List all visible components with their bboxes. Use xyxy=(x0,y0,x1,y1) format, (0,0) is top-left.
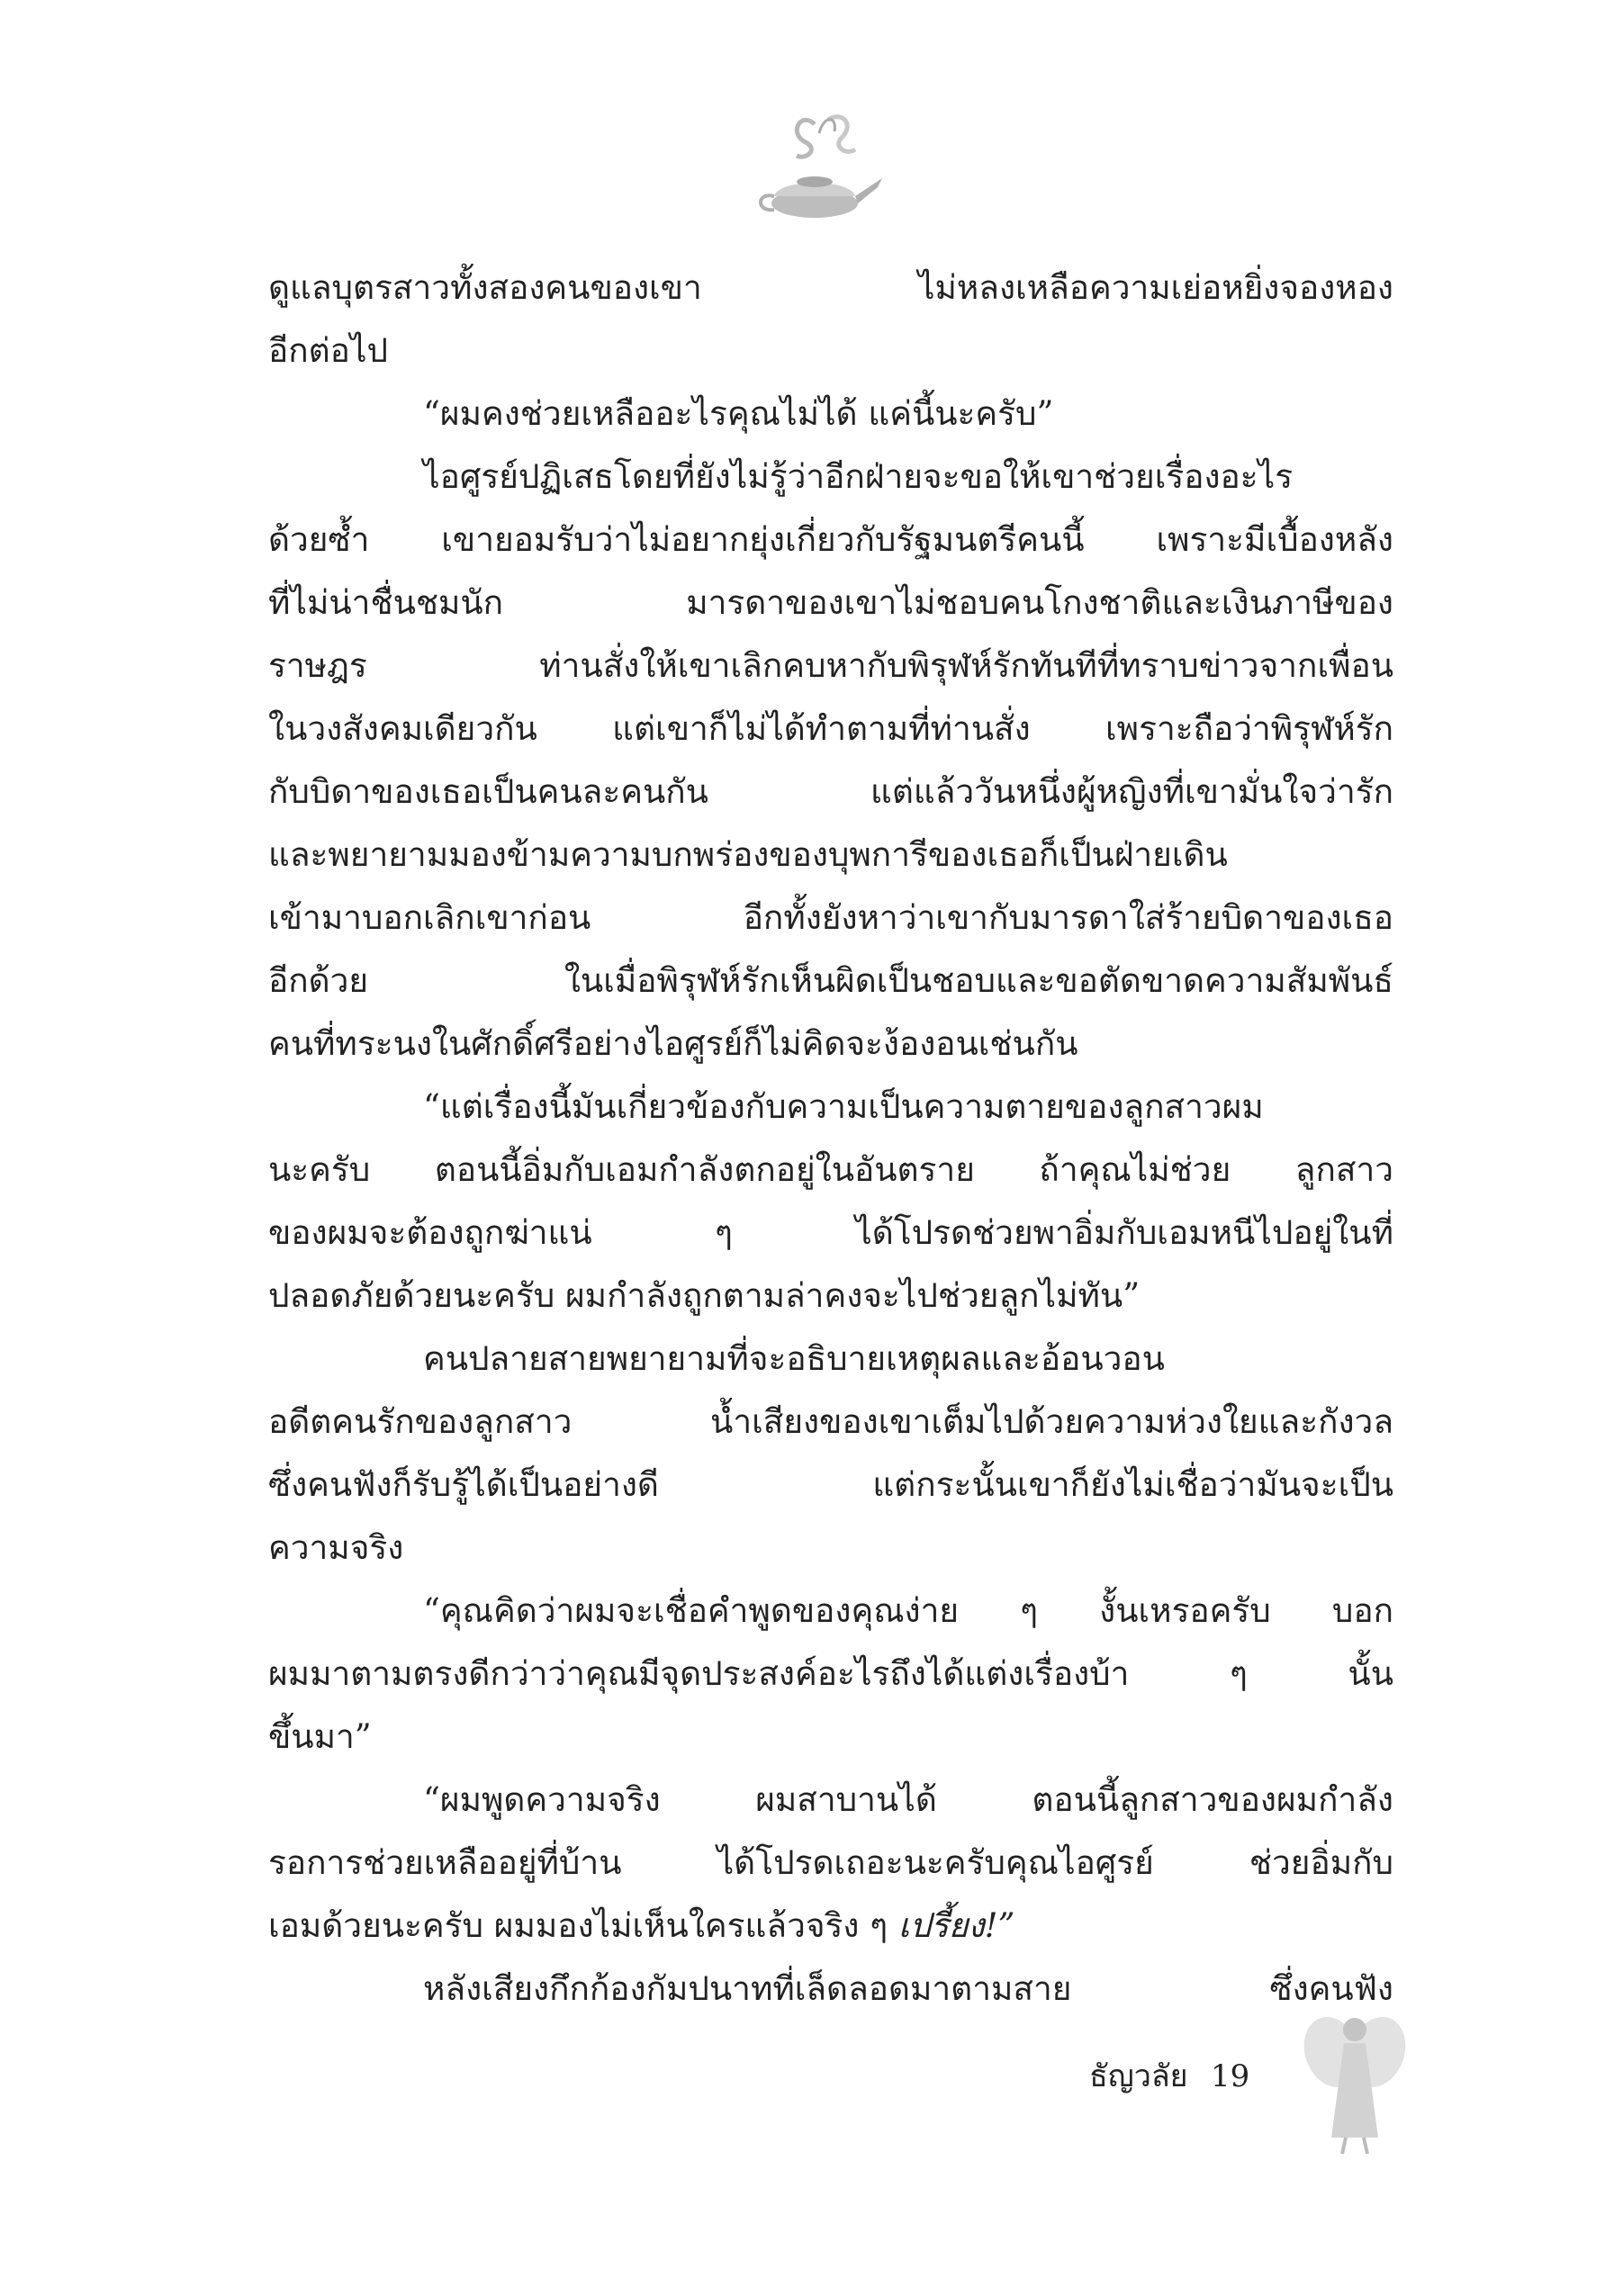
text-line: ราษฎร ท่านสั่งให้เขาเลิกคบหากับพิรุฬห์รักทันทีที่ทราบข่าวจากเพื่อน xyxy=(268,646,1393,685)
page-number: 19 xyxy=(1211,2058,1250,2094)
text-line: ซึ่งคนฟังก็รับรู้ได้เป็นอย่างดี แต่กระนั้นเขาก็ยังไม่เชื่อว่ามันจะเป็น xyxy=(268,1465,1393,1504)
text-line: ที่ไม่น่าชื่นชมนัก มารดาของเขาไม่ชอบคนโกงชาติและเงินภาษีของ xyxy=(268,583,1393,622)
text-line: อีกต่อไป xyxy=(268,331,388,370)
fairy-ornament-icon xyxy=(1301,2003,1409,2156)
text-line: “ผมพูดความจริง ผมสาบานได้ ตอนนี้ลูกสาวของผมกำลัง xyxy=(423,1780,1393,1819)
text-line: คนปลายสายพยายามที่จะอธิบายเหตุผลและอ้อนวอน xyxy=(423,1339,1165,1378)
text-line: รอการช่วยเหลืออยู่ที่บ้าน ได้โปรดเถอะนะครับคุณไอศูรย์ ช่วยอิ่มกับ xyxy=(268,1843,1393,1882)
text-line: อดีตคนรักของลูกสาว น้ำเสียงของเขาเต็มไปด้วยความห่วงใยและกังวล xyxy=(268,1402,1393,1441)
text-line: ขึ้นมา” xyxy=(268,1717,372,1756)
text-line: หลังเสียงกึกก้องกัมปนาทที่เล็ดลอดมาตามสาย ซึ่งคนฟัง xyxy=(423,1969,1393,2008)
text-line: “แต่เรื่องนี้มันเกี่ยวข้องกับความเป็นความตายของลูกสาวผม xyxy=(423,1087,1264,1126)
text-line: ไอศูรย์ปฏิเสธโดยที่ยังไม่รู้ว่าอีกฝ่ายจะขอให้เขาช่วยเรื่องอะไร xyxy=(423,457,1294,496)
text-line: ของผมจะต้องถูกฆ่าแน่ ๆ ได้โปรดช่วยพาอิ่มกับเอมหนีไปอยู่ในที่ xyxy=(268,1213,1393,1252)
text-line: “คุณคิดว่าผมจะเชื่อคำพูดของคุณง่าย ๆ งั้นเหรอครับ บอก xyxy=(423,1591,1393,1630)
text-line: ในวงสังคมเดียวกัน แต่เขาก็ไม่ได้ทำตามที่ท่านสั่ง เพราะถือว่าพิรุฬห์รัก xyxy=(268,709,1393,748)
text-line: ความจริง xyxy=(268,1528,404,1567)
text-line: ดูแลบุตรสาวทั้งสองคนของเขา ไม่หลงเหลือความเย่อหยิ่งจองหอง xyxy=(268,268,1393,307)
text-line: “ผมคงช่วยเหลืออะไรคุณไม่ได้ แค่นี้นะครับ” xyxy=(423,394,1054,433)
text-line: ผมมาตามตรงดีกว่าว่าคุณมีจุดประสงค์อะไรถึงได้แต่งเรื่องบ้า ๆ นั้น xyxy=(268,1654,1393,1693)
text-line: คนที่ทระนงในศักดิ์ศรีอย่างไอศูรย์ก็ไม่คิดจะง้องอนเช่นกัน xyxy=(268,1024,1078,1063)
text-line xyxy=(268,1895,1393,1958)
italic-exclamation: เปรี้ยง!” xyxy=(897,1906,1015,1945)
text-line: ปลอดภัยด้วยนะครับ ผมกำลังถูกตามล่าคงจะไปช่วยลูกไม่ทัน” xyxy=(268,1276,1141,1315)
text-line: ด้วยซ้ำ เขายอมรับว่าไม่อยากยุ่งเกี่ยวกับรัฐมนตรีคนนี้ เพราะมีเบื้องหลัง xyxy=(268,520,1393,559)
body-text xyxy=(268,257,1393,2021)
text-line: นะครับ ตอนนี้อิ่มกับเอมกำลังตกอยู่ในอันตราย ถ้าคุณไม่ช่วย ลูกสาว xyxy=(268,1150,1393,1189)
text-line: และพยายามมองข้ามความบกพร่องของบุพการีของเธอก็เป็นฝ่ายเดิน xyxy=(268,835,1228,874)
teapot-ornament-icon xyxy=(752,106,887,232)
text-line-main: เอมด้วยนะครับ ผมมองไม่เห็นใครแล้วจริง ๆ xyxy=(268,1906,888,1945)
text-line: เข้ามาบอกเลิกเขาก่อน อีกทั้งยังหาว่าเขากับมารดาใส่ร้ายบิดาของเธอ xyxy=(268,898,1393,937)
footer-author: ธัญวลัย xyxy=(1089,2058,1188,2094)
text-line: กับบิดาของเธอเป็นคนละคนกัน แต่แล้ววันหนึ่งผู้หญิงที่เขามั่นใจว่ารัก xyxy=(268,772,1393,811)
text-line: อีกด้วย ในเมื่อพิรุฬห์รักเห็นผิดเป็นชอบและขอตัดขาดความสัมพันธ์ xyxy=(268,961,1393,1000)
